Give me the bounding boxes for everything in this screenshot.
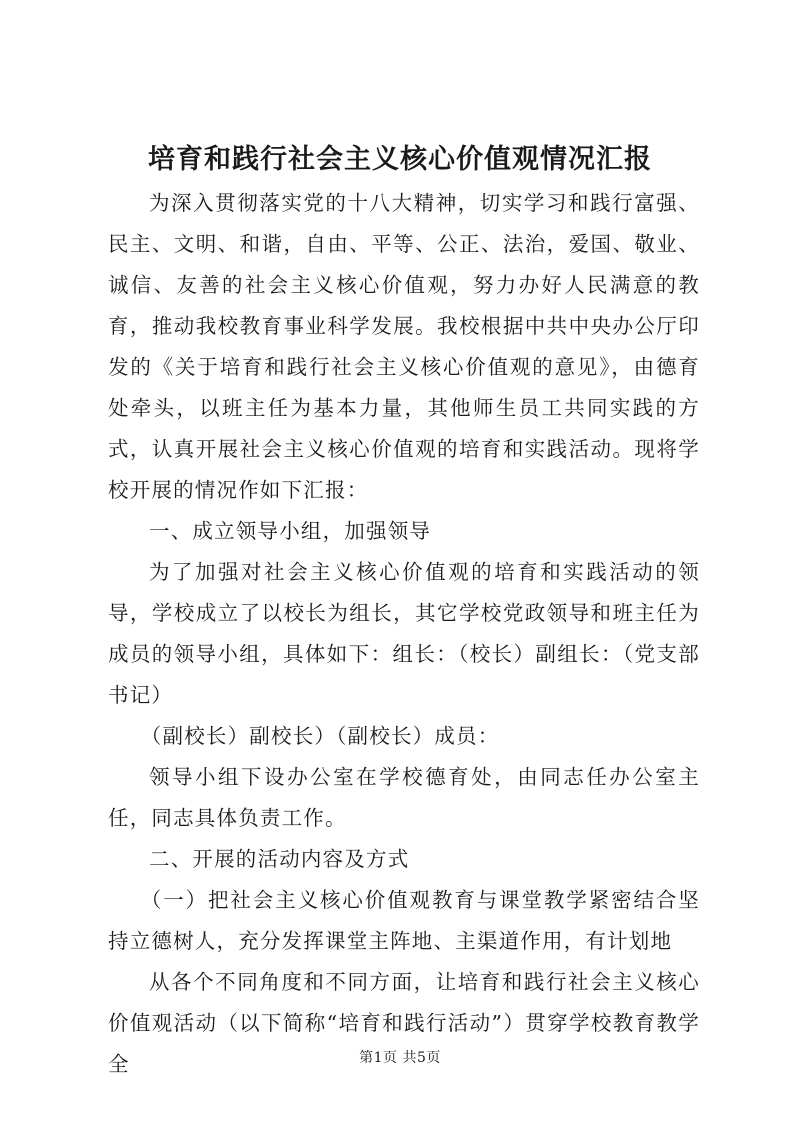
paragraph-office: 领导小组下设办公室在学校德育处，由同志任办公室主任，同志具体负责工作。 xyxy=(108,765,700,830)
paragraph-members: （副校长）副校长）（副校长）成员： xyxy=(140,724,500,748)
paragraph-intro: 为深入贯彻落实党的十八大精神，切实学习和践行富强、民主、文明、和谐，自由、平等、公正、法治，爱国、敬业、诚信、友善的社会主义核心价值观，努力办好人民满意的教育，推动我校教育事业科学发展。我校根据中共中央办公厅印发的《关于培育和践行社会主义核心价值观的意见》，由德育处牵头，以班主任为基本力量，其他师生员工共同实践的方式，认真开展社会主义核心价值观的培育和实践活动。现将学校开展的情况作如下汇报： xyxy=(108,191,700,502)
section-heading-1: 一、成立领导小组，加强领导 xyxy=(149,519,432,543)
document-body xyxy=(108,183,700,1085)
paragraph-continuation: 从各个不同角度和不同方面，让培育和践行社会主义核心价值观活动（以下简称“培育和践行活动”）贯穿学校教育教学全 xyxy=(108,970,700,1076)
section-heading-2: 二、开展的活动内容及方式 xyxy=(149,847,410,871)
page-number-footer: 第1页 共5页 xyxy=(359,1050,441,1066)
document-title: 培育和践行社会主义核心价值观情况汇报 xyxy=(148,144,652,175)
paragraph-leadership: 为了加强对社会主义核心价值观的培育和实践活动的领导，学校成立了以校长为组长，其它学校党政领导和班主任为成员的领导小组，具体如下：组长：（校长）副组长：（党支部书记） xyxy=(108,560,700,707)
paragraph-subsection-1: （一）把社会主义核心价值观教育与课堂教学紧密结合坚持立德树人，充分发挥课堂主阵地、主渠道作用，有计划地 xyxy=(108,888,700,953)
